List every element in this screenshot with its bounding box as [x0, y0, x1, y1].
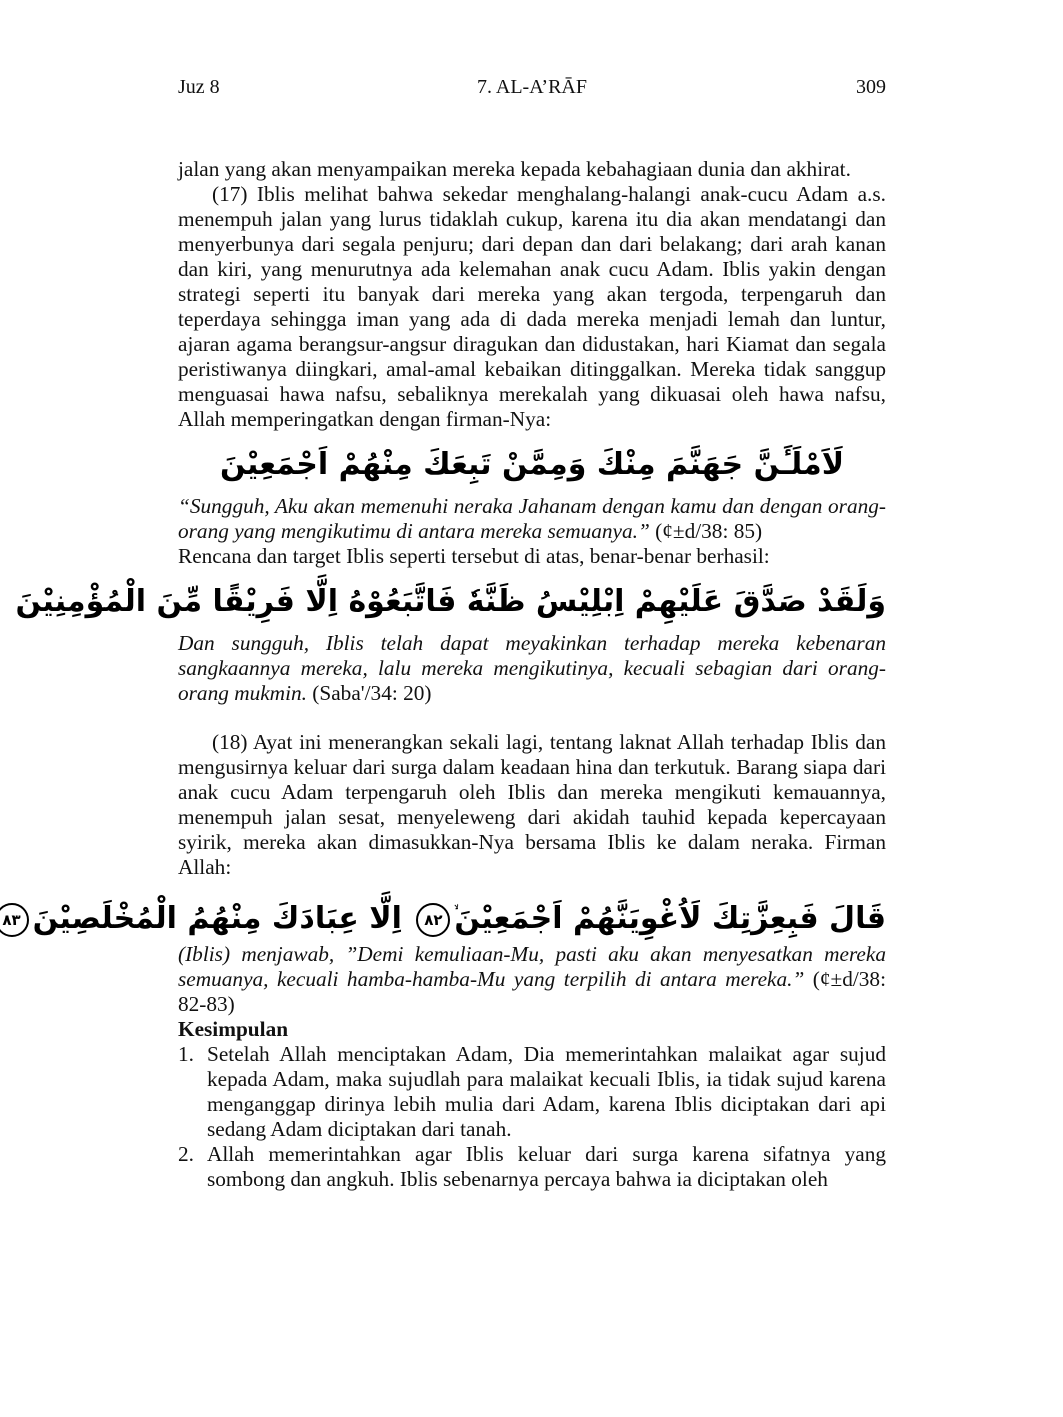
translation-2 — [178, 631, 886, 706]
arabic-verse-2: وَلَقَدْ صَدَّقَ عَلَيْهِمْ اِبْلِيْسُ ظَنَّهٗ فَاتَّبَعُوْهُ اِلَّا فَرِيْقًا مِّنَ الْمُؤْمِنِيْنَ — [15, 584, 886, 619]
list-item-number: 2. — [178, 1142, 194, 1166]
translation-3-text: (Iblis) menjawab, ”Demi kemuliaan-Mu, pasti aku akan menyesatkan mereka semuanya, kecuali hamba-hamba-Mu yang terpilih di antara mereka.” — [178, 942, 886, 991]
page-number: 309 — [856, 76, 886, 98]
translation-1-text: “Sungguh, Aku akan memenuhi neraka Jahanam dengan kamu dan dengan orang-orang yang mengikutimu di antara mereka semuanya.” — [178, 494, 886, 543]
list-item-text: Setelah Allah menciptakan Adam, Dia memerintahkan malaikat agar sujud kepada Adam, maka sujudlah para malaikat kecuali Iblis, ia tidak sujud karena menganggap dirinya lebih mulia dari Adam, karena Iblis diciptakan dari api sedang Adam diciptakan dari tanah. — [207, 1042, 886, 1141]
list-item-number: 1. — [178, 1042, 194, 1066]
conclusion-heading: Kesimpulan — [178, 1017, 289, 1041]
reference-3: (¢±d/38: 82-83) — [178, 967, 886, 1016]
list-item-text: Allah memerintahkan agar Iblis keluar dari surga karena sifatnya yang sombong dan angkuh. Iblis sebenarnya percaya bahwa ia diciptakan oleh — [207, 1142, 886, 1191]
page-content — [2, 157, 886, 1192]
list-item — [178, 1142, 886, 1192]
ayah-number-83: ٨٣ — [0, 903, 29, 937]
spacer — [178, 706, 886, 730]
arabic-verse-3 — [2, 884, 886, 942]
list-item — [178, 1042, 886, 1142]
translation-1 — [178, 494, 886, 544]
surah-title: 7. AL-A’RĀF — [476, 76, 587, 98]
reference-1: (¢±d/38: 85) — [655, 519, 763, 543]
arabic-verse-3b: اِلَّا عِبَادَكَ مِنْهُمُ الْمُخْلَصِيْنَ — [32, 901, 402, 936]
paragraph-plan: Rencana dan target Iblis seperti tersebut di atas, benar-benar berhasil: — [178, 544, 770, 568]
juz-label: Juz 8 — [178, 76, 220, 98]
arabic-verse-1: لَاَمْلَـَٔنَّ جَهَنَّمَ مِنْكَ وَمِمَّنْ تَبِعَكَ مِنْهُمْ اَجْمَعِيْنَ — [219, 447, 845, 482]
paragraph-continuation: jalan yang akan menyampaikan mereka kepada kebahagiaan dunia dan akhirat. — [178, 157, 851, 181]
running-header — [178, 76, 886, 100]
reference-2: (Saba'/34: 20) — [312, 681, 432, 705]
conclusion-list — [178, 1042, 886, 1192]
translation-2-text: Dan sungguh, Iblis telah dapat meyakinkan terhadap mereka kebenaran sangkaannya mereka, lalu mereka mengikutinya, kecuali sebagian dari orang-orang mukmin. — [178, 631, 886, 705]
paragraph-18: (18) Ayat ini menerangkan sekali lagi, tentang laknat Allah terhadap Iblis dan mengusirnya keluar dari surga dalam keadaan hina dan terkutuk. Barang siapa dari anak cucu Adam terpengaruh oleh Iblis dan mereka mengikuti kemauannya, menempuh jalan sesat, menyeleweng dari akidah tauhid kepada kepercayaan syirik, mereka akan dimasukkan-Nya bersama Iblis ke dalam neraka. Firman Allah: — [178, 730, 886, 879]
arabic-verse-3a: قَالَ فَبِعِزَّتِكَ لَاُغْوِيَنَّهُمْ اَجْمَعِيْنَ — [454, 901, 886, 936]
ayah-number-82: ٨٢ — [416, 903, 450, 937]
translation-3 — [178, 942, 886, 1017]
paragraph-17: (17) Iblis melihat bahwa sekedar menghalang-halangi anak-cucu Adam a.s. menempuh jalan yang lurus tidaklah cukup, karena itu dia akan mendatangi dan menyerbunya dari segala penjuru; dari depan dan dari belakang; dari arah kanan dan kiri, yang menurutnya ada kelemahan anak cucu Adam. Iblis yakin dengan strategi seperti itu banyak dari mereka yang akan tergoda, terpengaruh dan teperdaya sehingga iman yang ada di dada mereka menjadi lemah dan luntur, ajaran agama berangsur-angsur diragukan dan didustakan, hari Kiamat dan segala peristiwanya diingkari, amal-amal kebaikan ditinggalkan. Mereka tidak sanggup menguasai hawa nafsu, sebaliknya merekalah yang dikuasai oleh hawa nafsu, Allah memperingatkan dengan firman-Nya: — [178, 182, 886, 431]
